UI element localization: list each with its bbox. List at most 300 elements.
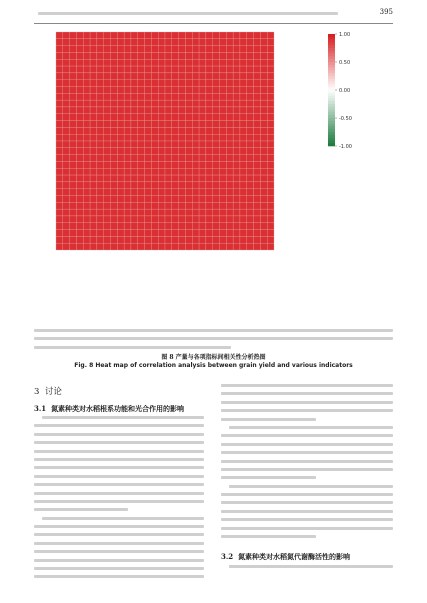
heatmap-cell [172,243,179,250]
heatmap-cell [56,52,63,59]
heatmap-cell [213,100,220,107]
heatmap-cell [111,93,118,100]
heatmap-cell [83,223,90,230]
heatmap-cell [56,243,63,250]
heatmap-cell [220,100,227,107]
heatmap-cell [206,46,213,53]
heatmap-cell [158,155,165,162]
heatmap-cell [199,59,206,66]
text-line [221,518,393,521]
heatmap-cell [76,93,83,100]
heatmap-cell [254,168,261,175]
heatmap-cell [233,236,240,243]
heatmap-cell [131,134,138,141]
heatmap-cell [179,39,186,46]
heatmap-cell [206,107,213,114]
heatmap-cell [90,243,97,250]
legend-tick-label: 0.50 [339,60,351,66]
heatmap-cell [56,189,63,196]
heatmap-cell [220,141,227,148]
heatmap-cell [206,114,213,121]
heatmap-cell [117,52,124,59]
heatmap-cell [131,66,138,73]
heatmap-cell [206,148,213,155]
heatmap-cell [70,80,77,87]
heatmap-cell [76,73,83,80]
heatmap-cell [111,100,118,107]
heatmap-cell [76,39,83,46]
heatmap-cell [145,196,152,203]
heatmap-cell [247,141,254,148]
heatmap-cell [158,196,165,203]
heatmap-cell [179,107,186,114]
heatmap-cell [254,243,261,250]
heatmap-cell [260,223,267,230]
heatmap-cell [226,230,233,237]
heatmap-cell [138,134,145,141]
heatmap-cell [83,196,90,203]
heatmap-cell [172,189,179,196]
heatmap-cell [172,127,179,134]
heatmap-cell [158,59,165,66]
text-line [221,527,393,530]
heatmap-cell [145,134,152,141]
heatmap-cell [220,80,227,87]
heatmap-cell [179,59,186,66]
heatmap-cell [199,73,206,80]
heatmap-cell [179,182,186,189]
heatmap-cell [76,52,83,59]
heatmap-cell [179,161,186,168]
heatmap-cell [56,196,63,203]
heatmap-cell [199,100,206,107]
heatmap-cell [76,87,83,94]
body-text-left [34,416,204,584]
heatmap-cell [226,202,233,209]
heatmap-cell [104,196,111,203]
heatmap-cell [199,80,206,87]
heatmap-cell [192,87,199,94]
text-line [221,535,316,538]
heatmap-cell [267,175,274,182]
heatmap-cell [151,141,158,148]
heatmap-cell [117,202,124,209]
heatmap-cell [226,236,233,243]
heatmap-cell [213,155,220,162]
heatmap-cell [151,46,158,53]
heatmap-cell [56,93,63,100]
caption-chinese: 图 8 产量与各项指标间相关性分析热图 [161,354,266,361]
heatmap-cell [213,189,220,196]
heatmap-cell [199,107,206,114]
heatmap-cell [158,134,165,141]
heatmap-cell [158,189,165,196]
heatmap-cell [151,182,158,189]
heatmap-cell [104,236,111,243]
heatmap-cell [63,114,70,121]
heatmap-cell [117,155,124,162]
heatmap-cell [233,216,240,223]
heatmap-cell [165,189,172,196]
text-line [221,468,393,471]
heatmap-cell [124,32,131,39]
heatmap-cell [111,80,118,87]
heatmap-cell [260,148,267,155]
heatmap-cell [104,73,111,80]
heatmap-cell [260,236,267,243]
heatmap-cell [192,141,199,148]
heatmap-cell [138,230,145,237]
heatmap-cell [206,127,213,134]
heatmap-cell [240,46,247,53]
heatmap-cell [199,148,206,155]
heatmap-cell [124,202,131,209]
heatmap-cell [213,223,220,230]
heatmap-cell [90,216,97,223]
heatmap-cell [220,87,227,94]
heatmap-cell [97,100,104,107]
heatmap-cell [158,121,165,128]
heatmap-cell [192,223,199,230]
heatmap-cell [240,100,247,107]
subsection-heading-3-2 [221,552,350,562]
heatmap-cell [111,134,118,141]
heatmap-cell [179,236,186,243]
legend-swatch [328,140,335,143]
heatmap-cell [172,230,179,237]
heatmap-cell [226,141,233,148]
heatmap-cell [131,202,138,209]
heatmap-cell [56,39,63,46]
heatmap-cell [165,46,172,53]
heatmap-cell [70,175,77,182]
heatmap-cell [220,134,227,141]
heatmap-cell [165,100,172,107]
heatmap-cell [145,32,152,39]
heatmap-cell [199,236,206,243]
heatmap-cell [220,168,227,175]
heatmap-cell [206,134,213,141]
heatmap-cell [151,189,158,196]
heatmap-cell [254,107,261,114]
heatmap-cell [83,32,90,39]
heatmap-cell [220,230,227,237]
header-rule [34,23,393,24]
heatmap-cell [185,66,192,73]
heatmap-cell [247,52,254,59]
heatmap-cell [220,216,227,223]
heatmap-cell [192,243,199,250]
heatmap-cell [226,39,233,46]
heatmap-cell [97,87,104,94]
heatmap-cell [199,243,206,250]
heatmap-cell [158,127,165,134]
heatmap-cell [179,121,186,128]
heatmap-cell [97,209,104,216]
heatmap-cell [247,93,254,100]
heatmap-cell [56,141,63,148]
heatmap-cell [90,87,97,94]
heatmap-cell [104,168,111,175]
heatmap-cell [172,121,179,128]
heatmap-cell [138,46,145,53]
heatmap-cell [124,148,131,155]
heatmap-cell [63,134,70,141]
heatmap-cell [83,107,90,114]
heatmap-cell [158,46,165,53]
text-line [34,424,204,427]
heatmap-cell [97,32,104,39]
heatmap-cell [117,134,124,141]
legend-swatch [328,107,335,110]
heatmap-cell [70,100,77,107]
heatmap-cell [111,32,118,39]
heatmap-cell [226,182,233,189]
heatmap-cell [111,127,118,134]
heatmap-cell [247,46,254,53]
heatmap-cell [104,134,111,141]
heatmap-cell [213,175,220,182]
heatmap-cell [172,216,179,223]
heatmap-cell [70,46,77,53]
heatmap-cell [206,236,213,243]
heatmap-cell [206,182,213,189]
heatmap-cell [63,243,70,250]
heatmap-cell [145,127,152,134]
heatmap-cell [90,73,97,80]
heatmap-cell [206,196,213,203]
heatmap-cell [63,32,70,39]
heatmap-cell [117,175,124,182]
heatmap-cell [206,209,213,216]
heatmap-cell [117,168,124,175]
heatmap-cell [131,216,138,223]
heatmap-cell [90,100,97,107]
page-number: 395 [379,8,393,16]
heatmap-figure [32,28,395,326]
heatmap-cell [165,52,172,59]
heatmap-cell [97,59,104,66]
heatmap-cell [151,230,158,237]
heatmap-cell [267,107,274,114]
heatmap-cell [151,59,158,66]
heatmap-cell [76,243,83,250]
heatmap-cell [76,236,83,243]
heatmap-cell [226,196,233,203]
heatmap-cell [76,121,83,128]
heatmap-cell [70,230,77,237]
heatmap-cell [124,87,131,94]
heatmap-cell [83,52,90,59]
heatmap-cell [247,175,254,182]
heatmap-cell [145,189,152,196]
heatmap-cell [192,202,199,209]
heatmap-cell [138,121,145,128]
heatmap-cell [97,155,104,162]
heatmap-cell [138,80,145,87]
heatmap-cell [185,168,192,175]
heatmap-cell [199,202,206,209]
legend-swatch [328,104,335,107]
section-heading [34,385,62,397]
heatmap-cell [83,93,90,100]
heatmap-cell [111,161,118,168]
heatmap-cell [111,39,118,46]
heatmap-cell [97,216,104,223]
heatmap-cell [206,100,213,107]
heatmap-cell [185,196,192,203]
heatmap-cell [240,155,247,162]
heatmap-cell [165,141,172,148]
heatmap-cell [233,32,240,39]
heatmap-cell [185,32,192,39]
heatmap-cell [192,209,199,216]
heatmap-cell [254,134,261,141]
heatmap-cell [185,80,192,87]
heatmap-cell [151,66,158,73]
caption-english: Fig. 8 Heat map of correlation analysis between grain yield and various indicators [74,362,353,369]
heatmap-cell [260,202,267,209]
heatmap-cell [104,175,111,182]
heatmap-cell [199,182,206,189]
heatmap-cell [226,209,233,216]
heatmap-cell [260,209,267,216]
heatmap-cell [240,59,247,66]
heatmap-cell [138,196,145,203]
heatmap-cell [124,66,131,73]
heatmap-cell [179,114,186,121]
text-line [221,451,393,454]
heatmap-cell [124,196,131,203]
heatmap-cell [56,182,63,189]
heatmap-cell [267,161,274,168]
heatmap-cell [172,87,179,94]
heatmap-cell [233,114,240,121]
heatmap-cell [179,175,186,182]
heatmap-cell [104,230,111,237]
heatmap-cell [226,189,233,196]
heatmap-cell [151,87,158,94]
heatmap-cell [165,202,172,209]
heatmap-cell [220,66,227,73]
heatmap-cell [97,202,104,209]
heatmap-cell [83,39,90,46]
heatmap-cell [233,134,240,141]
text-line [34,466,204,469]
heatmap-cell [145,46,152,53]
heatmap-cell [226,87,233,94]
heatmap-cell [63,141,70,148]
heatmap-cell [206,87,213,94]
heatmap-cell [56,66,63,73]
heatmap-cell [213,243,220,250]
text-line [34,550,204,553]
heatmap-cell [267,39,274,46]
heatmap-cell [158,236,165,243]
heatmap-cell [70,182,77,189]
heatmap-cell [56,209,63,216]
legend-swatch [328,101,335,104]
heatmap-cell [220,52,227,59]
heatmap-cell [56,87,63,94]
legend-swatch [328,70,335,73]
heatmap-cell [131,73,138,80]
heatmap-cell [131,121,138,128]
heatmap-cell [192,127,199,134]
heatmap-cell [233,39,240,46]
heatmap-cell [213,141,220,148]
heatmap-cell [70,148,77,155]
heatmap-cell [192,114,199,121]
heatmap-cell [254,46,261,53]
heatmap-cell [226,168,233,175]
legend-swatch [328,37,335,40]
heatmap-cell [158,209,165,216]
heatmap-cell [138,52,145,59]
heatmap-cell [117,243,124,250]
heatmap-cell [124,59,131,66]
heatmap-cell [185,216,192,223]
heatmap-cell [185,230,192,237]
heatmap-cell [158,202,165,209]
heatmap-cell [267,52,274,59]
heatmap-cell [226,216,233,223]
heatmap-cell [226,114,233,121]
text-line [221,384,393,387]
heatmap-cell [63,46,70,53]
heatmap-cell [124,93,131,100]
heatmap-cell [111,46,118,53]
legend-swatch [328,135,335,138]
heatmap-cell [124,127,131,134]
heatmap-cell [199,127,206,134]
legend-tick-label: -1.00 [339,144,352,150]
heatmap-cell [179,32,186,39]
heatmap-cell [185,114,192,121]
heatmap-cell [138,236,145,243]
abbreviation-note [34,329,393,349]
heatmap-cell [138,127,145,134]
heatmap-cell [56,32,63,39]
heatmap-cell [206,32,213,39]
heatmap-cell [267,80,274,87]
legend-swatch [328,87,335,90]
heatmap-cell [220,121,227,128]
heatmap-cell [70,87,77,94]
legend-swatch [328,59,335,62]
heatmap-cell [240,148,247,155]
heatmap-cell [158,73,165,80]
heatmap-cell [213,39,220,46]
text-line [221,510,393,513]
heatmap-cell [97,66,104,73]
heatmap-cell [131,155,138,162]
heatmap-cell [111,202,118,209]
heatmap-cell [151,134,158,141]
legend-tick-label: 1.00 [339,32,351,38]
heatmap-cell [90,39,97,46]
heatmap-cell [220,73,227,80]
heatmap-cell [185,155,192,162]
heatmap-cell [247,134,254,141]
heatmap-cell [179,127,186,134]
heatmap-cell [220,161,227,168]
heatmap-cell [213,114,220,121]
heatmap-cell [206,93,213,100]
heatmap-cell [260,243,267,250]
heatmap-cell [220,127,227,134]
legend-swatch [328,65,335,68]
